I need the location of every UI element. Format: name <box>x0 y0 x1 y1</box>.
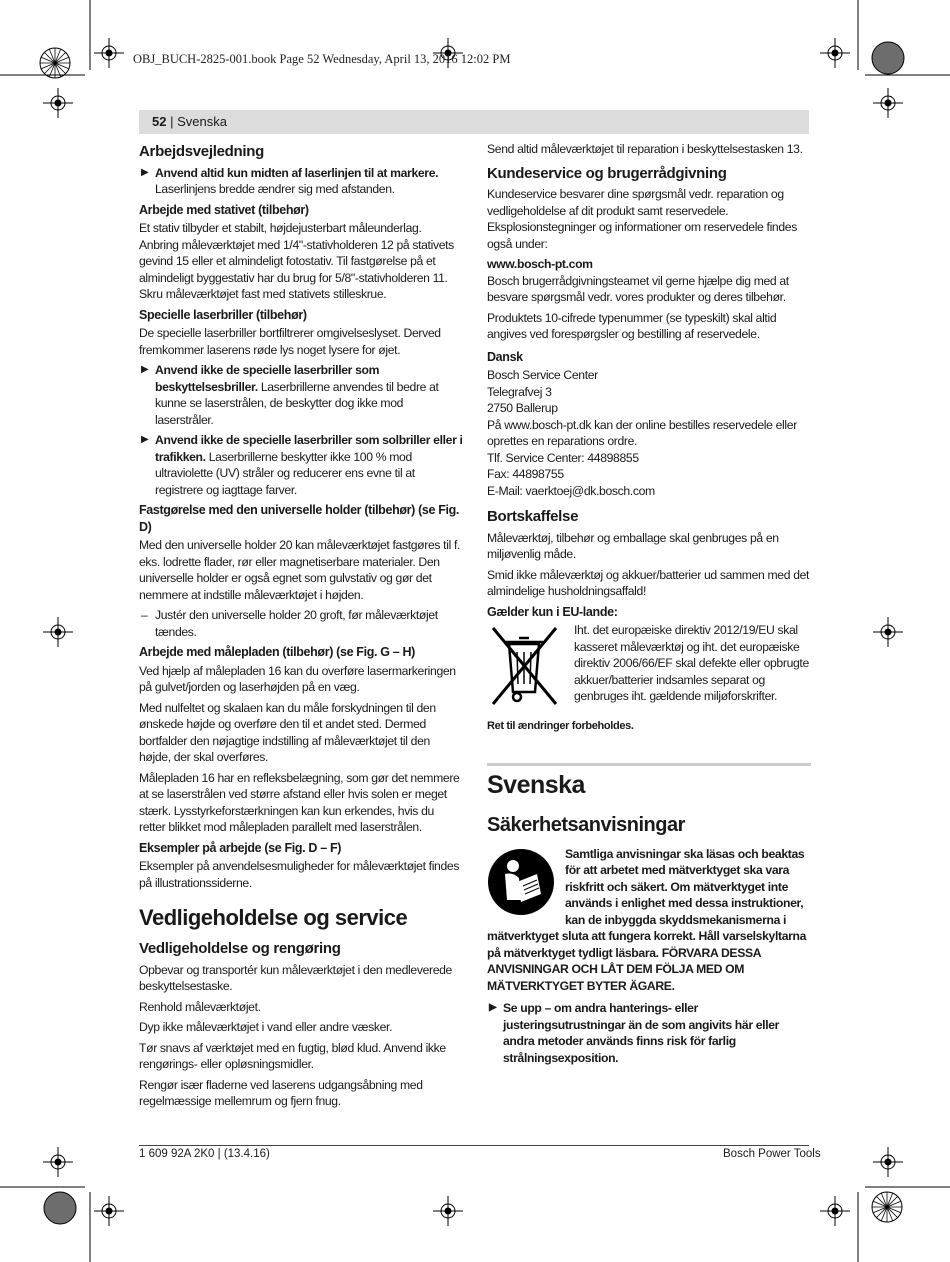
paragraph: Smid ikke måleværktøj og akkuer/batterier ud sammen med det almindelige husholdningsaffald! <box>487 567 810 598</box>
paragraph: Opbevar og transportér kun måleværktøjet i den medleverede beskyttelsestaske. <box>139 962 452 993</box>
bullet-item <box>487 1000 811 1066</box>
disclaimer: Ret til ændringer forbeholdes. <box>487 720 634 732</box>
dash-text: Justér den universelle holder 20 groft, før måleværktøjet tændes. <box>155 608 438 639</box>
paragraph: De specielle laserbriller bortfiltrerer omgivelseslyset. Derved fremkommer laserens røde lys noget lysere for øjet. <box>139 326 441 357</box>
footer-brand: Bosch Power Tools <box>723 1148 821 1160</box>
paragraph: Produktets 10-cifrede typenummer (se typeskilt) skal altid angives ved forespørgsler og bestilling af reservedele. <box>487 310 777 341</box>
address-line: Telegrafvej 3 <box>487 384 552 399</box>
left-column <box>139 141 463 1114</box>
safety-warning: Samtliga anvisningar ska läsas och beaktas för att arbetet med mätverktyget ska vara riskfritt och säkert. Om mätverktyget inte används i enlighet med dessa instruktioner, kan de inbyggda skyddsmekanismerna i mätverktyget sluta att fungera korrekt. Håll varselskyltarna på mätverktyget tydligt läsbara. FÖRVARA DESSA ANVISNINGAR OCH LÅT DEM FÖLJA MED OM MÄTVERKTYGET BYTER ÄGARE. <box>487 846 807 993</box>
heading-eksempler: Eksempler på arbejde (se Fig. D – F) <box>139 840 342 855</box>
page-header: 52 | Svenska <box>139 110 809 134</box>
bullet-item <box>139 432 463 498</box>
address-line: På www.bosch-pt.dk kan der online bestilles reservedele eller oprettes en reparations ordre. <box>487 417 797 448</box>
bullet-bold: Anvend ikke de specielle laserbriller som beskyttelsesbriller. <box>155 363 380 394</box>
paragraph: Med den universelle holder 20 kan måleværktøjet fastgøres til f. eks. lodrette flader, rør eller magnetiserbare materialer. Den universelle holder er også egnet som gulvstativ og gør det nemmere at indstille måleværktøjet i højden. <box>139 538 461 602</box>
heading-dansk: Dansk <box>487 349 523 364</box>
bullet-text: Laserbrillerne beskytter ikke 100 % mod ultraviolette (UV) stråler og reducerer ens evne til at registrere og iagttage farver. <box>155 449 415 497</box>
paragraph: Tør snavs af værktøjet med en fugtig, blød klud. Anvend ikke rengørings- eller opløsningsmidler. <box>139 1040 446 1071</box>
heading-vedligeholdelse: Vedligeholdelse og service <box>139 905 408 930</box>
footer-code: 1 609 92A 2K0 | (13.4.16) <box>139 1148 270 1160</box>
section-name: Svenska <box>177 114 227 129</box>
right-column <box>487 141 811 1070</box>
address-block <box>487 367 811 499</box>
bullet-bold: Anvend ikke de specielle laserbriller som solbriller eller i trafikken. <box>155 433 463 464</box>
triangle-bullet-icon: ▶ <box>141 434 149 445</box>
heading-bortskaffelse: Bortskaffelse <box>487 508 579 525</box>
paragraph: Dyp ikke måleværktøjet i vand eller andre væsker. <box>139 1020 393 1034</box>
crossed-out-wheelie-bin-icon <box>487 622 562 710</box>
paragraph: Ved hjælp af målepladen 16 kan du overføre lasermarkeringen på gulvet/jorden og laserhøjden på en væg. <box>139 663 456 694</box>
website-link[interactable]: www.bosch-pt.com <box>487 257 593 271</box>
footer-rule <box>139 1145 809 1146</box>
triangle-bullet-icon: ▶ <box>489 1002 497 1013</box>
heading-eu: Gælder kun i EU-lande: <box>487 604 618 619</box>
read-manual-icon <box>487 848 555 916</box>
heading-holder: Fastgørelse med den universelle holder (tilbehør) (se Fig. D) <box>139 503 460 534</box>
page-number: 52 <box>152 114 167 129</box>
paragraph: Måleværktøj, tilbehør og emballage skal genbruges på en miljøvenlig måde. <box>487 530 779 561</box>
heading-stativ: Arbejde med stativet (tilbehør) <box>139 202 309 217</box>
heading-svenska: Svenska <box>487 770 585 799</box>
bullet-text: Laserbrillerne anvendes til bedre at kunne se laserstrålen, de beskytter dog ikke mod laserstråler. <box>155 379 439 427</box>
paragraph: Et stativ tilbyder et stabilt, højdejusterbart måleunderlag. Anbring måleværktøjet med 1/4"-stativholderen 12 på stativets gevind 15 eller et almindeligt fotostativ. Til fastgørelse på et almindeligt byggestativ har du brug for 5/8"-stativholderen 11. Skru måleværktøjet fast med stativets stilleskrue. <box>139 221 454 301</box>
address-line: 2750 Ballerup <box>487 401 558 415</box>
triangle-bullet-icon: ▶ <box>141 166 149 178</box>
address-line: Tlf. Service Center: 44898855 <box>487 450 639 465</box>
address-line: E-Mail: vaerktoej@dk.bosch.com <box>487 483 655 498</box>
bullet-item <box>139 165 463 198</box>
paragraph: Bosch brugerrådgivningsteamet vil gerne hjælpe dig med at besvare spørgsmål vedr. vores produkter og deres tilbehør. <box>487 273 789 304</box>
file-slug: OBJ_BUCH-2825-001.book Page 52 Wednesday, April 13, 2016 12:02 PM <box>133 52 511 66</box>
section-divider <box>487 763 811 766</box>
heading-sakerhetsanvisningar: Säkerhetsanvisningar <box>487 813 685 836</box>
heading-kundeservice: Kundeservice og brugerrådgivning <box>487 164 727 182</box>
paragraph: Målepladen 16 har en refleksbelægning, som gør det nemmere at se laserstrålen ved større afstand eller hvis solen er meget stærk. Lysstyrkeforstærkningen kan kun erkendes, hvis du retter blikket mod målepladen parallelt med laserstrålen. <box>139 770 460 834</box>
heading-rengoering: Vedligeholdelse og rengøring <box>139 940 341 957</box>
paragraph: Med nulfeltet og skalaen kan du måle forskydningen til den ønskede højde og overføre den til et andet sted. Dermed bortfalder den nøjagtige indstilling af måleværktøjet til den højde, der skal overføres. <box>139 700 436 764</box>
paragraph: Send altid måleværktøjet til reparation i beskyttelsestasken 13. <box>487 142 803 156</box>
bullet-item <box>139 362 463 428</box>
heading-arbejdsvejledning: Arbejdsvejledning <box>139 143 264 160</box>
bullet-text: Se upp – om andra hanterings- eller justeringsutrustningar än de som angivits här eller andra metoder används finns risk för farlig strålningsexposition. <box>503 1001 780 1065</box>
paragraph: Rengør især fladerne ved laserens udgangsåbning med regelmæssige mellemrum og fjern fnug. <box>139 1077 423 1108</box>
triangle-bullet-icon: ▶ <box>141 364 149 375</box>
heading-briller: Specielle laserbriller (tilbehør) <box>139 307 307 322</box>
heading-maalepladen: Arbejde med målepladen (tilbehør) (se Fig. G – H) <box>139 645 415 659</box>
bullet-text: Laserlinjens bredde ændrer sig med afstanden. <box>155 182 395 196</box>
paragraph: Iht. det europæiske direktiv 2012/19/EU skal kasseret måleværktøj og iht. det europæiske direktiv 2006/66/EF skal defekte eller opbrugte akkuer/batterier indsamles separat og genbruges iht. gældende miljøforskrifter. <box>574 623 809 703</box>
weee-block <box>487 622 811 710</box>
safety-block <box>487 846 811 995</box>
address-line: Fax: 44898755 <box>487 467 564 481</box>
paragraph: Kundeservice besvarer dine spørgsmål vedr. reparation og vedligeholdelse af dit produkt samt reservedele. Eksplosionstegninger og informationer om reservedele findes også under: <box>487 187 797 251</box>
address-line: Bosch Service Center <box>487 368 598 382</box>
paragraph: Renhold måleværktøjet. <box>139 999 261 1014</box>
paragraph: Eksempler på anvendelsesmuligheder for måleværktøjet findes på illustrationssiderne. <box>139 859 460 890</box>
dash-item: – Justér den universelle holder 20 groft, før måleværktøjet tændes. <box>141 608 438 639</box>
bullet-bold: Anvend altid kun midten af laserlinjen til at markere. <box>155 165 439 180</box>
